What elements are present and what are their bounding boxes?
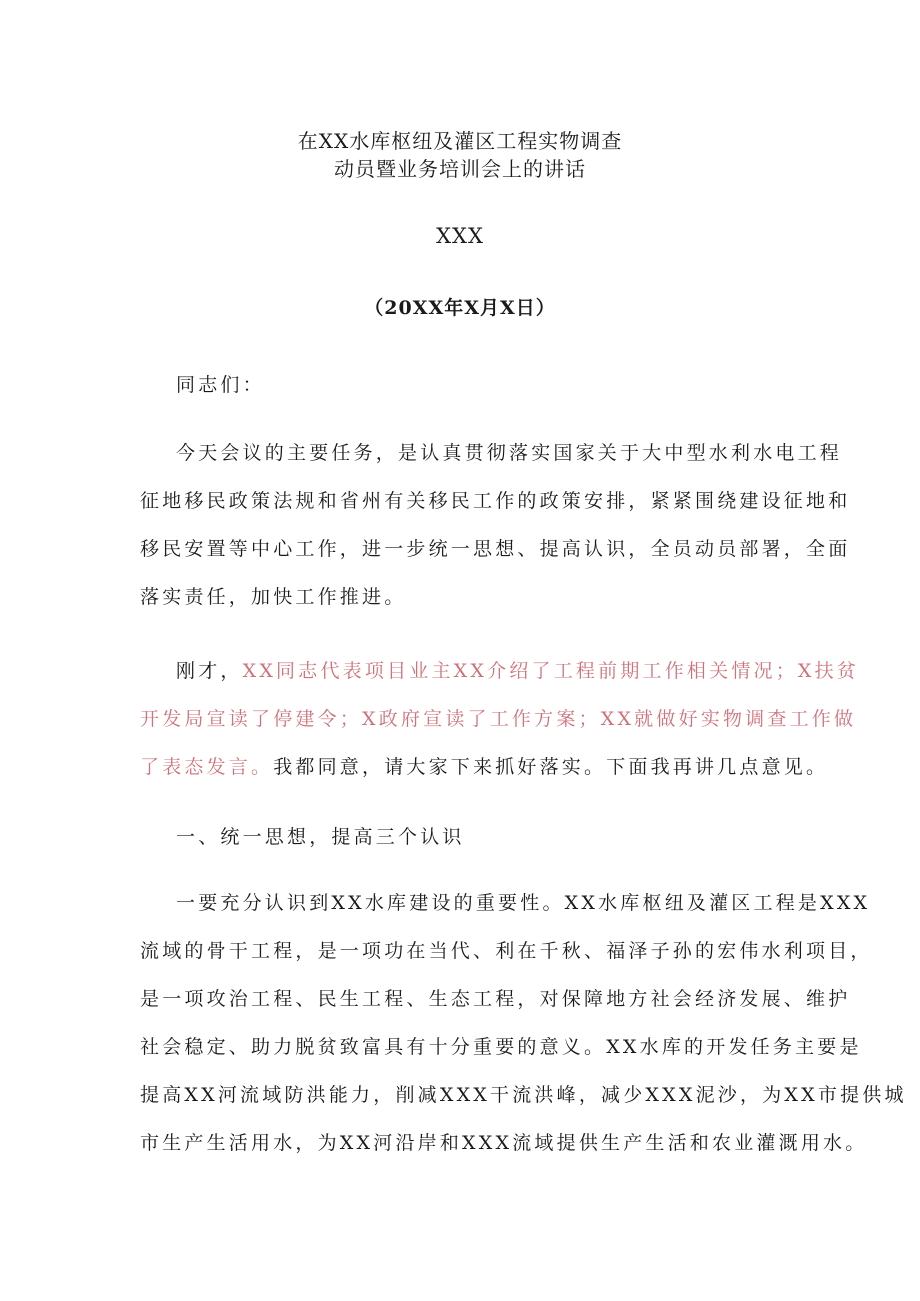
date: （20XX年X月X日） [364, 297, 556, 319]
paragraph3-line-1: 一要充分认识到XX水库建设的重要性。XX水库枢纽及灌区工程是XXX [176, 892, 871, 914]
paragraph3-line-4: 社会稳定、助力脱贫致富具有十分重要的意义。XX水库的开发任务主要是 [140, 1036, 862, 1058]
author: XXX [436, 224, 484, 248]
paragraph2-line-3 [140, 752, 828, 779]
paragraph3-line-6: 市生产生活用水，为XX河沿岸和XXX流域提供生产生活和农业灌溉用水。 [140, 1132, 868, 1154]
paragraph2-rest: 我都同意，请大家下来抓好落实。下面我再讲几点意见。 [273, 756, 829, 778]
title-line-2: 动员暨业务培训会上的讲话 [334, 157, 586, 181]
paragraph1-line-1: 今天会议的主要任务，是认真贯彻落实国家关于大中型水利水电工程 [176, 442, 843, 464]
paragraph2-line-1 [176, 656, 859, 683]
salutation: 同志们： [176, 374, 265, 396]
paragraph3-line-3: 是一项攻治工程、民生工程、生态工程，对保障地方社会经济发展、维护 [140, 988, 851, 1010]
paragraph2-prefix: 刚才， [176, 660, 243, 682]
section-heading-1: 一、统一思想，提高三个认识 [176, 826, 465, 848]
paragraph1-line-3: 移民安置等中心工作，进一步统一思想、提高认识，全员动员部署，全面 [140, 538, 851, 560]
paragraph3-line-5: 提高XX河流域防洪能力，削减XXX干流洪峰，减少XXX泥沙，为XX市提供城 [140, 1084, 907, 1106]
paragraph1-line-2: 征地移民政策法规和省州有关移民工作的政策安排，紧紧围绕建设征地和 [140, 490, 851, 512]
title-line-1: 在XX水库枢纽及灌区工程实物调查 [297, 129, 623, 153]
paragraph1-line-4: 落实责任，加快工作推进。 [140, 586, 407, 608]
paragraph3-line-2: 流域的骨干工程，是一项功在当代、利在千秋、福泽子孙的宏伟水利项目， [140, 940, 873, 962]
paragraph2-highlight-1: XX同志代表项目业主XX介绍了工程前期工作相关情况；X扶贫 [242, 660, 860, 682]
paragraph2-highlight-3: 了表态发言。 [140, 756, 274, 778]
paragraph2-highlight-2: 开发局宣读了停建令；X政府宣读了工作方案；XX就做好实物调查工作做 [140, 708, 857, 730]
